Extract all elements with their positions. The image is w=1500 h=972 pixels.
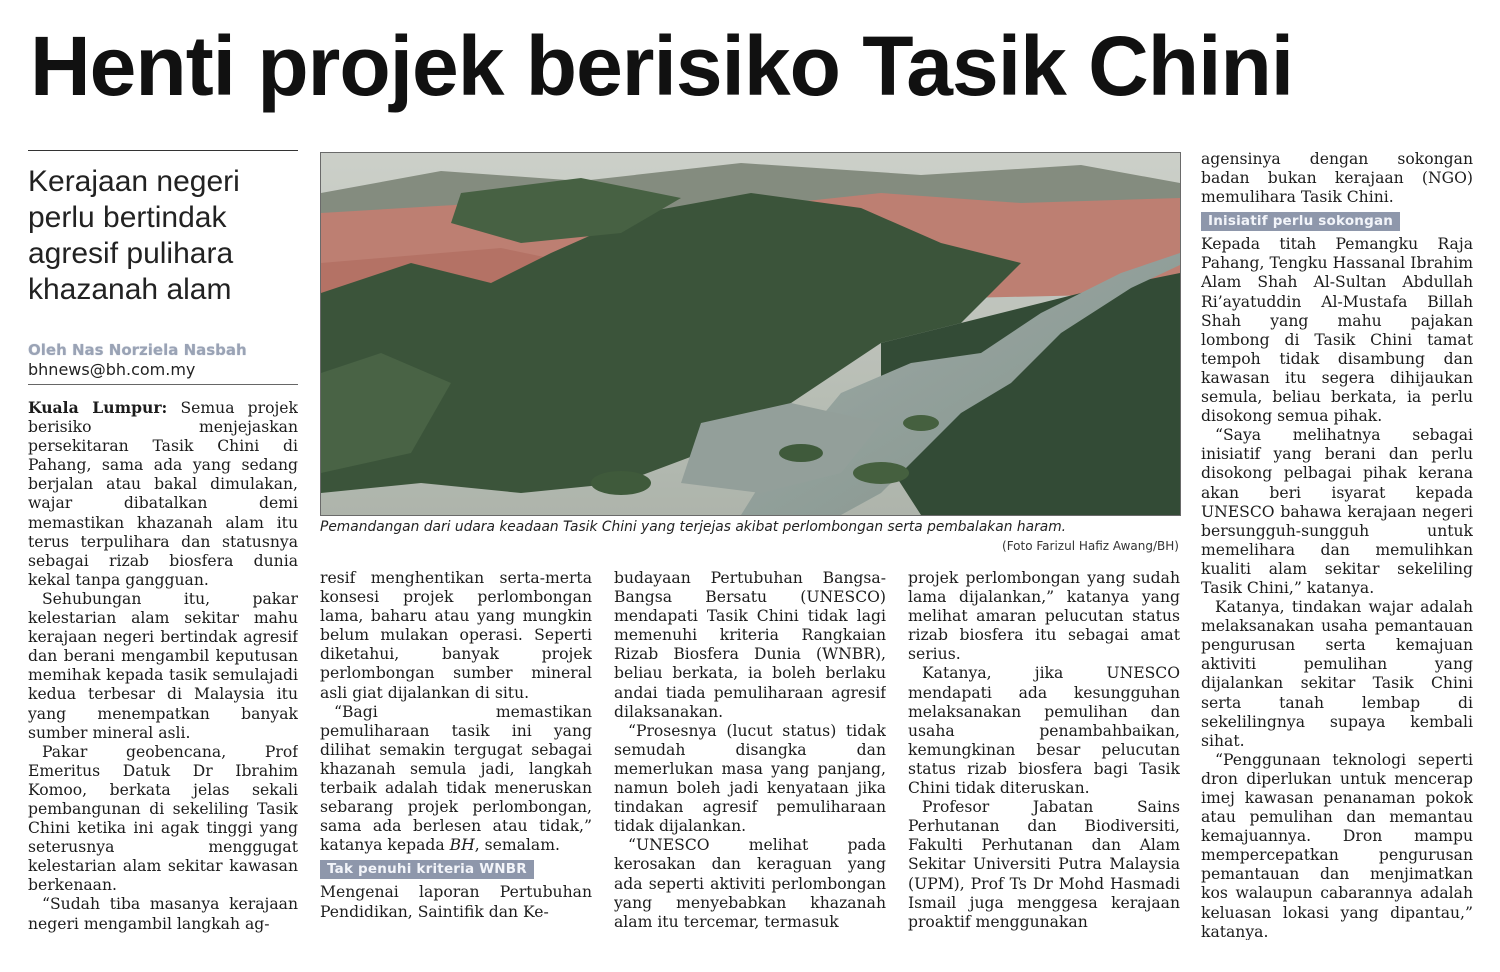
aerial-photo-illustration [321, 153, 1180, 515]
byline-rule [28, 384, 298, 385]
paragraph: “Sudah tiba masanya kerajaan negeri mengambil langkah ag- [28, 895, 298, 933]
paragraph: resif menghentikan serta-merta konsesi projek perlombongan lama, baharu atau yang mungkin belum mulakan operasi. Seperti diketahui, banyak projek perlombongan sumber mineral asli giat dijalankan di situ. [320, 569, 592, 702]
byline: Oleh Nas Norziela Nasbah [28, 341, 247, 359]
dateline: Kuala Lumpur: [28, 398, 168, 417]
paragraph: budayaan Pertubuhan Bangsa-Bangsa Bersatu (UNESCO) mendapati Tasik Chini tidak lagi memenuhi kriteria Rangkaian Rizab Biosfera Dunia (WNBR), beliau berkata, ia boleh berlaku andai tiada pemuliharaan agresif dilaksanakan. [614, 569, 886, 721]
paragraph: Sehubungan itu, pakar kelestarian alam sekitar mahu kerajaan negeri bertindak agresif dan berani mengambil keputusan memihak kepada tasik semulajadi kedua terbesar di Malaysia itu yang menempatkan banyak sumber mineral asli. [28, 589, 298, 742]
paragraph: Kuala Lumpur: Semua projek berisiko menjejaskan persekitaran Tasik Chini di Pahang, sama ada yang sedang berjalan atau bakal dimulakan, wajar dibatalkan demi memastikan khazanah alam itu terus terpulihara dan statusnya sebagai rizab biosfera dunia kekal tanpa gangguan. [28, 398, 298, 589]
paragraph: Pakar geobencana, Prof Emeritus Datuk Dr Ibrahim Komoo, berkata jelas sekali pembangunan di sekeliling Tasik Chini ketika ini agak tinggi yang seterusnya menggugat kelestarian alam sekitar kawasan berkenaan. [28, 742, 298, 895]
aerial-photo [320, 152, 1181, 516]
paragraph: “UNESCO melihat pada kerosakan dan keraguan yang ada seperti aktiviti perlombongan yang menyebabkan khazanah alam itu tercemar, termasuk [614, 836, 886, 931]
paragraph: Katanya, jika UNESCO mendapati ada kesungguhan melaksanakan pemulihan dan usaha penambahbaikan, kemungkinan besar pelucutan status rizab biosfera bagi Tasik Chini tidak diteruskan. [908, 664, 1180, 798]
paragraph: Mengenai laporan Pertubuhan Pendidikan, Saintifik dan Ke- [320, 883, 592, 921]
photo-credit: (Foto Farizul Hafiz Awang/BH) [1002, 539, 1179, 553]
paragraph: “Saya melihatnya sebagai inisiatif yang berani dan perlu disokong pelbagai pihak kerana akan beri isyarat kepada UNESCO bahawa kerajaan negeri bersungguh-sungguh untuk memelihara dan memulihkan kualiti alam sekitar sekeliling Tasik Chini,” katanya. [1201, 426, 1473, 597]
subhead-inisiatif: Inisiatif perlu sokongan [1201, 212, 1400, 231]
photo-caption: Pemandangan dari udara keadaan Tasik Chini yang terjejas akibat perlombongan serta pembalakan haram. [320, 519, 1067, 535]
paragraph: “Prosesnya (lucut status) tidak semudah disangka dan memerlukan masa yang panjang, namun boleh jadi kenyataan jika tindakan agresif pemuliharaan tidak dijalankan. [614, 721, 886, 836]
deck-top-rule [28, 150, 298, 151]
paragraph: Katanya, tindakan wajar adalah melaksanakan usaha pemantauan pengurusan serta kemajuan aktiviti pemulihan yang dijalankan sekitar Tasik Chini serta tanah lembap di sekelilingnya supaya kembali sihat. [1201, 598, 1473, 750]
article-column-4 [908, 569, 1180, 939]
subhead-wnbr: Tak penuhi kriteria WNBR [320, 860, 534, 879]
paragraph: projek perlombongan yang sudah lama dijalankan,” katanya yang melihat amaran pelucutan status rizab biosfera itu sebagai amat serius. [908, 569, 1180, 664]
paragraph: “Bagi memastikan pemuliharaan tasik ini yang dilihat semakin tergugat sebagai khazanah semula jadi, langkah terbaik adalah tidak meneruskan sebarang projek perlombongan, sama ada berlesen atau tidak,” katanya kepada BH, semalam. [320, 702, 592, 855]
headline: Henti projek berisiko Tasik Chini [30, 19, 1294, 113]
article-column-2 [320, 569, 592, 939]
author-email[interactable]: bhnews@bh.com.my [28, 360, 196, 379]
paragraph: Kepada titah Pemangku Raja Pahang, Tengku Hassanal Ibrahim Alam Shah Al-Sultan Abdullah Ri’ayatuddin Al-Mustafa Billah Shah yang mahu pajakan lombong di Tasik Chini tamat tempoh tidak disambung dan kawasan itu segera dihijaukan semula, beliau berkata, ia perlu disokong semua pihak. [1201, 235, 1473, 426]
paragraph: “Penggunaan teknologi seperti dron diperlukan untuk mencerap imej kawasan penanaman pokok atau pemulihan dan memantau kemajuannya. Dron mampu mempercepatkan pengurusan pemantauan dan menjimatkan kos walaupun cabarannya adalah keluasan lokasi yang dipantau,” katanya. [1201, 750, 1473, 940]
bh-italic: BH [449, 836, 475, 855]
article-column-3 [614, 569, 886, 939]
paragraph: Profesor Jabatan Sains Perhutanan dan Biodiversiti, Fakulti Perhutanan dan Alam Sekitar Universiti Putra Malaysia (UPM), Prof Ts Dr Mohd Hasmadi Ismail juga menggesa kerajaan proaktif menggunakan [908, 798, 1180, 931]
article-column-5 [1201, 150, 1473, 940]
deck: Kerajaan negeri perlu bertindak agresif pulihara khazanah alam [28, 165, 240, 306]
article-column-1 [28, 398, 298, 938]
paragraph: agensinya dengan sokongan badan bukan kerajaan (NGO) memulihara Tasik Chini. [1201, 150, 1473, 207]
